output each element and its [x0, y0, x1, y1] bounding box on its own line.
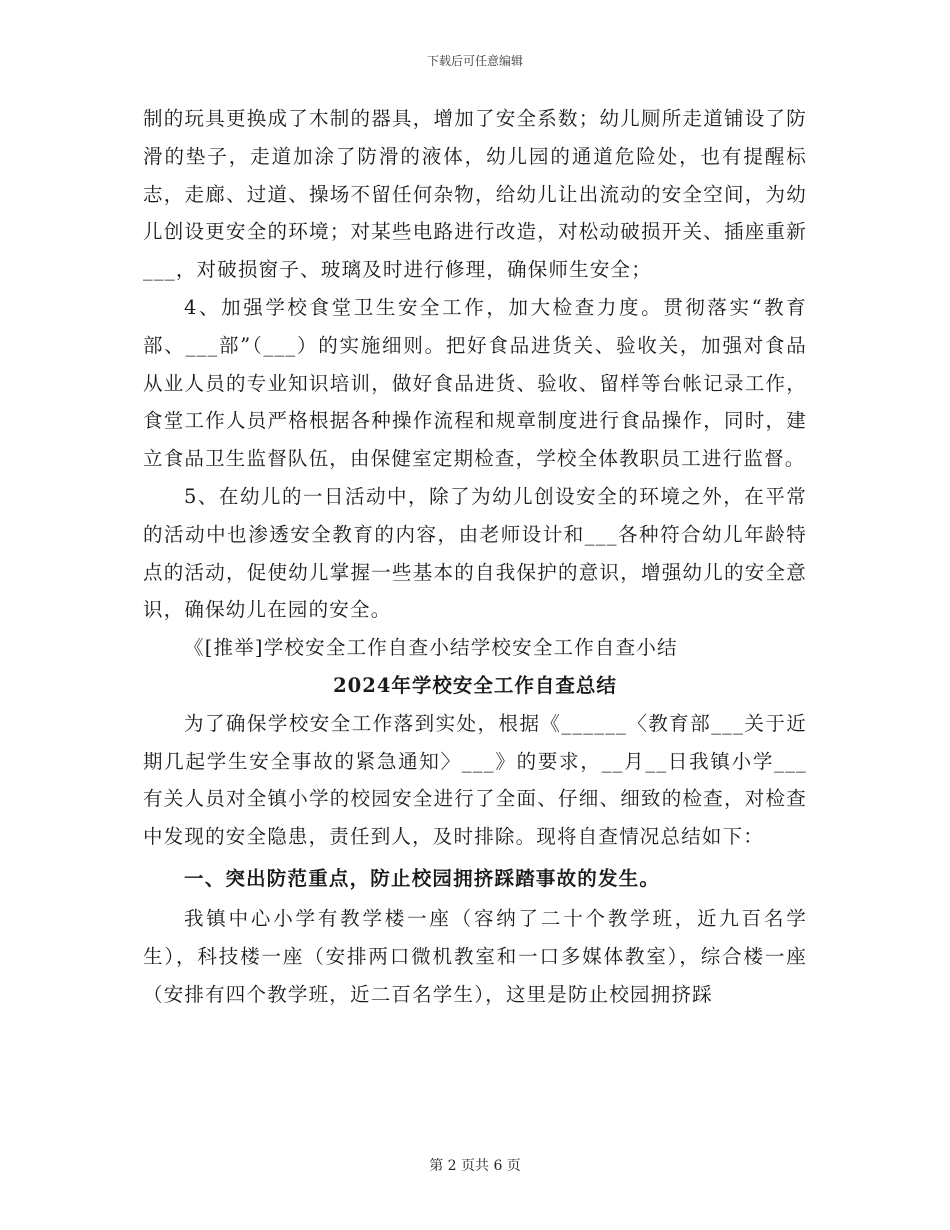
section-heading-1: 一、突出防范重点，防止校园拥挤踩踏事故的发生。 — [184, 866, 661, 890]
page-footer: 第 2 页共 6 页 — [429, 1158, 521, 1174]
paragraph-section-1: 我镇中心小学有教学楼一座（容纳了二十个教学班，近九百名学生），科技楼一座（安排两口微机教室和一口多媒体教室），综合楼一座（安排有四个教学班，近二百名学生），这里是防止校园拥挤踩 — [143, 906, 807, 1006]
document-title: 2024年学校安全工作自查总结 — [333, 673, 617, 697]
paragraph-continued: 制的玩具更换成了木制的器具，增加了安全系数；幼儿厕所走道铺设了防滑的垫子，走道加涂了防滑的液体，幼儿园的通道危险处，也有提醒标志，走廊、过道、操场不留任何杂物，给幼儿让出流动的安全空间，为幼儿创设更安全的环境；对某些电路进行改造，对松动破损开关、插座重新___，对破损窗子、玻璃及时进行修理，确保师生安全； — [143, 107, 807, 282]
page-header: 下载后可任意编辑 — [426, 54, 523, 68]
paragraph-item-4: 4、加强学校食堂卫生安全工作，加大检查力度。贯彻落实“教育部、___部”（___）的实施细则。把好食品进货关、验收关，加强对食品从业人员的专业知识培训，做好食品进货、验收、留样等台帐记录工作，食堂工作人员严格根据各种操作流程和规章制度进行食品操作，同时，建立食品卫生监督队伍，由保健室定期检查，学校全体教职员工进行监督。 — [143, 295, 807, 471]
paragraph-item-5: 5、在幼儿的一日活动中，除了为幼儿创设安全的环境之外，在平常的活动中也渗透安全教育的内容，由老师设计和___各种符合幼儿年龄特点的活动，促使幼儿掌握一些基本的自我保护的意识，增强幼儿的安全意识，确保幼儿在园的安全。 — [143, 484, 807, 622]
document-body — [143, 100, 807, 1013]
paragraph-intro: 为了确保学校安全工作落到实处，根据《______〈教育部___关于近期几起学生安全事故的紧急通知〉___》的要求，__月__日我镇小学___有关人员对全镇小学的校园安全进行了全面、仔细、细致的检查，对检查中发现的安全隐患，责任到人，及时排除。现将自查情况总结如下： — [143, 711, 807, 849]
paragraph-reference: 《[推举]学校安全工作自查小结学校安全工作自查小结 — [184, 636, 678, 660]
